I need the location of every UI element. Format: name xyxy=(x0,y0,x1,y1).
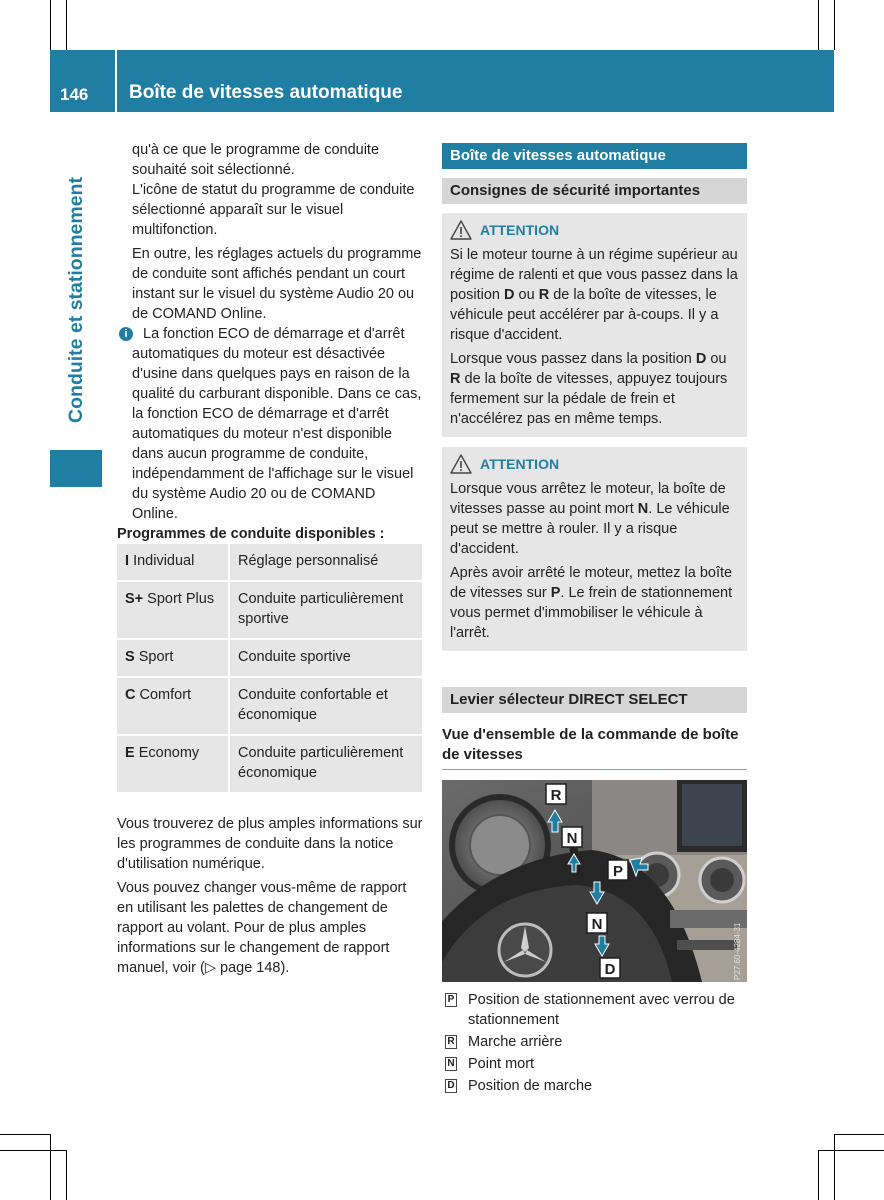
text-run: Lorsque vous passez dans la position xyxy=(450,351,696,367)
figure-code: P27.60-4284-31 xyxy=(733,922,742,980)
program-name: Individual xyxy=(133,553,195,569)
table-row xyxy=(117,544,422,581)
gear-label-text: N xyxy=(591,916,603,933)
info-icon: i xyxy=(119,327,133,341)
program-description: Conduite confortable et économique xyxy=(229,677,422,735)
chapter-tab-marker xyxy=(50,450,102,487)
gear-label-text: P xyxy=(612,863,624,880)
crop-mark xyxy=(834,0,835,50)
warning-triangle-icon xyxy=(450,220,472,240)
warning-triangle-icon xyxy=(450,454,472,474)
gear-d: D xyxy=(504,287,515,303)
after-table-text xyxy=(117,814,425,978)
crop-mark xyxy=(0,1150,66,1151)
legend-text: Position de stationnement avec verrou de stationnement xyxy=(468,992,735,1028)
overview-heading: Vue d'ensemble de la commande de boîte de vitesses xyxy=(442,725,747,770)
text-run: Lorsque vous arrêtez le moteur, la boîte de vitesses passe au point mort xyxy=(450,481,726,517)
gear-label-text: R xyxy=(550,787,562,804)
legend-text: Marche arrière xyxy=(468,1034,563,1050)
gear-label-text: N xyxy=(566,830,578,847)
program-name: Economy xyxy=(138,745,200,761)
legend-text: Position de marche xyxy=(468,1078,593,1094)
warning-text xyxy=(450,245,739,345)
selector-heading: Levier sélecteur DIRECT SELECT xyxy=(442,687,747,713)
program-description: Conduite sportive xyxy=(229,639,422,677)
crop-mark xyxy=(818,1150,884,1151)
text-run: de la boîte de vitesses, le véhicule peut accélérer par à-coups. Il y a risque d'accident. xyxy=(450,287,719,343)
paragraph: En outre, les réglages actuels du programme de conduite sont affichés pendant un court instant sur le visuel du système Audio 20 ou de COMAND Online. xyxy=(132,246,422,322)
crop-mark xyxy=(66,0,67,50)
gear-label-d xyxy=(600,958,620,978)
program-name: Sport xyxy=(138,649,174,665)
list-item xyxy=(442,1032,747,1052)
section-title: Boîte de vitesses automatique xyxy=(442,143,747,169)
text-run: ou xyxy=(514,287,539,303)
text-run: Si le moteur tourne à un régime supérieur au régime de ralenti et que vous passez dans la position xyxy=(450,247,738,303)
program-name: Sport Plus xyxy=(147,591,215,607)
program-cell xyxy=(117,544,229,581)
info-note xyxy=(117,324,425,524)
left-column xyxy=(117,140,425,982)
gear-n: N xyxy=(637,501,649,517)
page-title: Boîte de vitesses automatique xyxy=(129,82,403,103)
program-description: Conduite particulièrement sportive xyxy=(229,581,422,639)
gear-d: D xyxy=(695,351,707,367)
text-run: de la boîte de vitesses, appuyez toujours fermement sur la pédale de frein et n'accélérez pas en même temps. xyxy=(450,371,728,427)
text-run: Après avoir arrêté le moteur, mettez la boîte de vitesses sur xyxy=(450,565,733,601)
crop-mark xyxy=(818,0,819,50)
program-cell xyxy=(117,735,229,793)
program-description: Conduite particulièrement économique xyxy=(229,735,422,793)
program-cell xyxy=(117,639,229,677)
paragraph: L'icône de statut du programme de conduite sélectionné apparaît sur le visuel multifonction. xyxy=(132,182,415,238)
crop-mark xyxy=(0,1134,50,1135)
warning-title: ATTENTION xyxy=(480,456,560,472)
warning-text xyxy=(450,479,739,559)
paragraph: qu'à ce que le programme de conduite souhaité soit sélectionné. xyxy=(132,142,380,178)
chapter-side-title: Conduite et stationnement xyxy=(65,177,87,423)
program-code: I xyxy=(125,553,130,569)
program-cell xyxy=(117,677,229,735)
page-number: 146 xyxy=(60,85,89,104)
program-code: S xyxy=(125,649,135,665)
text-run: ou xyxy=(706,351,727,367)
crop-mark xyxy=(818,1150,819,1200)
program-code: C xyxy=(125,687,136,703)
driving-programs-table xyxy=(117,544,422,794)
warning-title-row xyxy=(450,453,739,475)
list-item xyxy=(442,1054,747,1074)
page-reference-paragraph: Vous pouvez changer vous-même de rapport en utilisant les palettes de changement de rapport au volant. Pour de plus amples informations sur le changement de rapport manuel, voir (▷ page 148). xyxy=(117,880,407,976)
legend-key-n: N xyxy=(445,1057,457,1071)
crop-mark xyxy=(66,1150,67,1200)
warning-box xyxy=(442,447,747,651)
crop-mark xyxy=(834,1134,835,1200)
gear-selector-photo xyxy=(442,780,747,982)
gear-label-n-top xyxy=(562,827,582,847)
legend-key-p: P xyxy=(445,993,457,1007)
crop-mark xyxy=(834,1134,884,1135)
program-cell xyxy=(117,581,229,639)
warning-title: ATTENTION xyxy=(480,222,560,238)
programs-heading: Programmes de conduite disponibles : xyxy=(117,526,385,542)
warning-text xyxy=(450,563,739,643)
program-name: Comfort xyxy=(139,687,192,703)
gear-r: R xyxy=(538,287,550,303)
warning-box xyxy=(442,213,747,437)
safety-heading: Consignes de sécurité importantes xyxy=(442,178,747,204)
header-separator xyxy=(115,50,117,112)
table-row xyxy=(117,735,422,793)
crop-mark xyxy=(50,0,51,50)
table-row xyxy=(117,581,422,639)
list-item xyxy=(442,990,747,1030)
gear-label-r xyxy=(546,784,566,804)
legend-key-r: R xyxy=(445,1035,457,1049)
program-code: S+ xyxy=(125,591,144,607)
legend-text: Point mort xyxy=(468,1056,535,1072)
program-description: Réglage personnalisé xyxy=(229,544,422,581)
warning-title-row xyxy=(450,219,739,241)
program-code: E xyxy=(125,745,135,761)
table-row xyxy=(117,677,422,735)
gear-p: P xyxy=(550,585,561,601)
gear-label-p xyxy=(608,860,628,880)
gear-label-n-bottom xyxy=(587,913,607,933)
legend-list xyxy=(442,990,747,1096)
info-note-text: La fonction ECO de démarrage et d'arrêt automatiques du moteur est désactivée d'usine dans quelques pays en raison de la qualité du carburant disponible. Dans ce cas, la fonction ECO de démarrage et d'arrêt automatiques du moteur n'est disponible dans aucun programme de conduite, indépendamment de l'affichage sur le visuel du système Audio 20 ou de COMAND Online. xyxy=(132,326,422,522)
text-run: . Le véhicule peut se mettre à rouler. Il y a risque d'accident. xyxy=(450,501,730,557)
table-row xyxy=(117,639,422,677)
text-run: . Le frein de stationnement vous permet d'immobiliser le véhicule à l'arrêt. xyxy=(450,585,733,641)
right-column xyxy=(442,143,747,1098)
warning-text xyxy=(450,349,739,429)
legend-key-d: D xyxy=(445,1079,457,1093)
paragraph: Vous trouverez de plus amples informations sur les programmes de conduite dans la notice d'utilisation numérique. xyxy=(117,816,423,872)
gear-label-text: D xyxy=(604,961,616,978)
steering-wheel-illustration xyxy=(442,780,747,982)
gear-r: R xyxy=(450,371,461,387)
crop-mark xyxy=(50,1134,51,1200)
list-item xyxy=(442,1076,747,1096)
